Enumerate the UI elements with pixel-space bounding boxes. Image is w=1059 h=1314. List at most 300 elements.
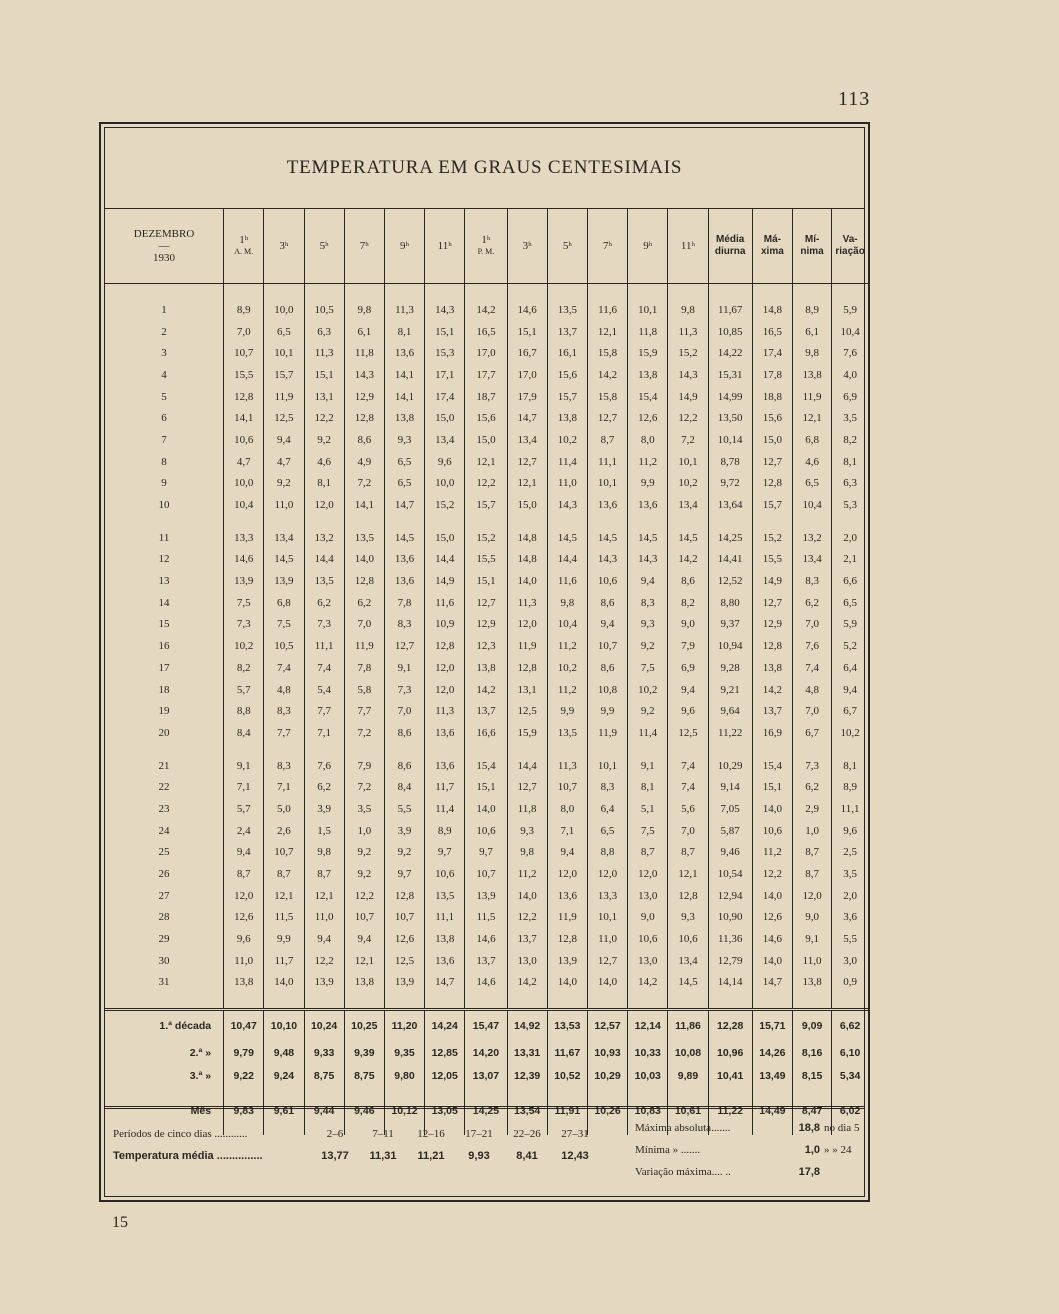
- signature-mark: 15: [112, 1214, 128, 1231]
- cell-value: 10,7: [224, 342, 264, 364]
- cell-value: 5,7: [224, 679, 264, 701]
- cell-value: 9,2: [264, 473, 304, 495]
- cell-value: 13,8: [344, 972, 384, 994]
- cell-value: 4,7: [224, 451, 264, 473]
- row-label: 13: [158, 575, 170, 588]
- cell-value: 11,8: [507, 798, 547, 820]
- cell-value: 5,9: [832, 614, 868, 636]
- cell-value: 10,10: [264, 1010, 304, 1042]
- cell-value: 9,4: [224, 842, 264, 864]
- hour-header: [384, 208, 424, 284]
- cell-value: 12,94: [708, 885, 752, 907]
- cell-value: 11,7: [425, 776, 465, 798]
- cell-value: 8,7: [668, 842, 708, 864]
- cell-value: 9,4: [547, 842, 587, 864]
- row-label: 2: [161, 325, 167, 338]
- cell-value: 11,1: [832, 798, 868, 820]
- cell-value: 14,7: [752, 972, 792, 994]
- table-inner: [104, 127, 865, 1197]
- hour-header: [668, 208, 708, 284]
- spacer-row: [105, 1087, 868, 1099]
- period-range: 22–26: [513, 1128, 541, 1140]
- cell-value: 10,1: [587, 907, 627, 929]
- cell-value: 11,9: [547, 907, 587, 929]
- cell-value: 12,8: [752, 635, 792, 657]
- cell-value: 13,7: [465, 950, 507, 972]
- cell-value: 14,2: [465, 299, 507, 321]
- cell-value: 11,0: [547, 473, 587, 495]
- cell-value: 11,67: [708, 299, 752, 321]
- cell-value: 10,29: [587, 1064, 627, 1087]
- cell-value: 18,8: [752, 386, 792, 408]
- row-label: 17: [158, 661, 170, 674]
- cell-value: 6,4: [587, 798, 627, 820]
- cell-value: 8,7: [628, 842, 668, 864]
- cell-value: 12,0: [425, 657, 465, 679]
- cell-value: 17,7: [465, 364, 507, 386]
- cell-value: 12,7: [384, 635, 424, 657]
- cell-value: 13,6: [587, 494, 627, 516]
- cell-value: 12,5: [384, 950, 424, 972]
- hour-header: [587, 208, 627, 284]
- cell-value: 14,3: [628, 549, 668, 571]
- cell-value: 7,3: [224, 614, 264, 636]
- extremes-block: [635, 1117, 859, 1183]
- cell-value: 12,1: [587, 321, 627, 343]
- cell-value: 13,6: [628, 494, 668, 516]
- cell-value: 9,1: [384, 657, 424, 679]
- cell-value: 6,5: [384, 473, 424, 495]
- cell-value: 9,3: [628, 614, 668, 636]
- extreme-row: [635, 1139, 859, 1161]
- cell-value: 9,2: [304, 429, 344, 451]
- cell-value: 14,1: [384, 386, 424, 408]
- extreme-note: no dia 5: [824, 1122, 860, 1134]
- cell-value: 9,2: [628, 635, 668, 657]
- day-row: [105, 657, 868, 679]
- cell-value: 6,6: [832, 570, 868, 592]
- cell-value: 10,24: [304, 1010, 344, 1042]
- cell-value: 8,1: [832, 755, 868, 777]
- cell-value: 9,22: [224, 1064, 264, 1087]
- row-label: 3: [161, 347, 167, 360]
- spacer-row: [105, 993, 868, 1010]
- cell-value: 11,0: [792, 950, 831, 972]
- cell-value: 15,47: [465, 1010, 507, 1042]
- periods-block: [113, 1123, 599, 1167]
- cell-value: 3,9: [384, 820, 424, 842]
- cell-value: 14,0: [752, 798, 792, 820]
- cell-value: 6,3: [832, 473, 868, 495]
- period-mean: 9,93: [468, 1150, 490, 1162]
- cell-value: 7,4: [668, 755, 708, 777]
- cell-value: 15,4: [628, 386, 668, 408]
- cell-value: 14,0: [507, 885, 547, 907]
- row-label: 14: [158, 596, 170, 609]
- cell-value: 5,3: [832, 494, 868, 516]
- cell-value: 6,1: [344, 321, 384, 343]
- hour-header: [425, 208, 465, 284]
- cell-value: 12,5: [668, 722, 708, 744]
- cell-value: 10,5: [264, 635, 304, 657]
- cell-value: 6,2: [792, 592, 831, 614]
- cell-value: 15,1: [507, 321, 547, 343]
- cell-value: 6,02: [832, 1099, 868, 1123]
- cell-value: 11,67: [547, 1041, 587, 1064]
- cell-value: 14,1: [224, 407, 264, 429]
- cell-value: 13,07: [465, 1064, 507, 1087]
- cell-value: 13,8: [792, 972, 831, 994]
- cell-value: 10,29: [708, 755, 752, 777]
- cell-value: 12,57: [587, 1010, 627, 1042]
- cell-value: 13,9: [224, 570, 264, 592]
- cell-value: 10,7: [587, 635, 627, 657]
- cell-value: 13,1: [507, 679, 547, 701]
- cell-value: 9,4: [304, 928, 344, 950]
- cell-value: 12,8: [224, 386, 264, 408]
- cell-value: 7,5: [628, 657, 668, 679]
- cell-value: 11,22: [708, 1099, 752, 1123]
- cell-value: 12,0: [628, 863, 668, 885]
- cell-value: 8,9: [832, 776, 868, 798]
- cell-value: 9,72: [708, 473, 752, 495]
- cell-value: 4,0: [832, 364, 868, 386]
- cell-value: 2,5: [832, 842, 868, 864]
- cell-value: 13,5: [547, 299, 587, 321]
- cell-value: 7,0: [344, 614, 384, 636]
- cell-value: 15,6: [752, 407, 792, 429]
- cell-value: 12,7: [465, 592, 507, 614]
- cell-value: 5,4: [304, 679, 344, 701]
- cell-value: 8,3: [587, 776, 627, 798]
- cell-value: 13,9: [465, 885, 507, 907]
- cell-value: 10,08: [668, 1041, 708, 1064]
- cell-value: 13,1: [304, 386, 344, 408]
- cell-value: 13,4: [792, 549, 831, 571]
- cell-value: 8,7: [792, 842, 831, 864]
- cell-value: 12,2: [304, 950, 344, 972]
- cell-value: 8,3: [384, 614, 424, 636]
- cell-value: 12,8: [384, 885, 424, 907]
- cell-value: 8,7: [587, 429, 627, 451]
- hour-label: 7ʰ: [603, 239, 613, 252]
- cell-value: 10,2: [668, 473, 708, 495]
- cell-value: 6,8: [264, 592, 304, 614]
- cell-value: 9,3: [668, 907, 708, 929]
- cell-value: 11,36: [708, 928, 752, 950]
- cell-value: 15,71: [752, 1010, 792, 1042]
- row-label: 11: [158, 531, 170, 544]
- cell-value: 9,1: [628, 755, 668, 777]
- cell-value: 8,2: [668, 592, 708, 614]
- period-mean: 11,21: [417, 1150, 445, 1162]
- day-row: [105, 494, 868, 516]
- cell-value: 8,16: [792, 1041, 831, 1064]
- spacer-row: [105, 284, 868, 300]
- cell-value: 9,4: [587, 614, 627, 636]
- cell-value: 13,4: [264, 527, 304, 549]
- cell-value: 12,0: [224, 885, 264, 907]
- period-range: 17–21: [465, 1128, 493, 1140]
- cell-value: 8,2: [832, 429, 868, 451]
- cell-value: 15,4: [752, 755, 792, 777]
- cell-value: 2,0: [832, 527, 868, 549]
- cell-value: 15,9: [507, 722, 547, 744]
- cell-value: 15,2: [425, 494, 465, 516]
- cell-value: 7,6: [792, 635, 831, 657]
- extreme-row: [635, 1117, 859, 1139]
- cell-value: 10,0: [224, 473, 264, 495]
- cell-value: 14,8: [507, 549, 547, 571]
- cell-value: 11,2: [752, 842, 792, 864]
- cell-value: 8,0: [628, 429, 668, 451]
- cell-value: 11,6: [547, 570, 587, 592]
- cell-value: 14,4: [547, 549, 587, 571]
- cell-value: 12,8: [752, 473, 792, 495]
- cell-value: 10,1: [264, 342, 304, 364]
- header-row: [105, 208, 868, 284]
- cell-value: 14,99: [708, 386, 752, 408]
- row-label: 18: [158, 683, 170, 696]
- cell-value: 13,6: [547, 885, 587, 907]
- period-mean: 13,77: [321, 1150, 349, 1162]
- cell-value: 6,8: [792, 429, 831, 451]
- cell-value: 11,6: [425, 592, 465, 614]
- cell-value: 5,0: [264, 798, 304, 820]
- cell-value: 3,0: [832, 950, 868, 972]
- cell-value: 6,1: [792, 321, 831, 343]
- cell-value: 0,9: [832, 972, 868, 994]
- day-row: [105, 592, 868, 614]
- cell-value: 11,0: [304, 907, 344, 929]
- cell-value: 15,0: [507, 494, 547, 516]
- cell-value: 10,12: [384, 1099, 424, 1123]
- cell-value: 9,6: [832, 820, 868, 842]
- cell-value: 10,7: [384, 907, 424, 929]
- cell-value: 9,44: [304, 1099, 344, 1123]
- cell-value: 15,6: [465, 407, 507, 429]
- cell-value: 9,0: [628, 907, 668, 929]
- cell-value: 13,8: [628, 364, 668, 386]
- cell-value: 10,1: [587, 473, 627, 495]
- hour-header: [304, 208, 344, 284]
- cell-value: 7,1: [304, 722, 344, 744]
- day-row: [105, 972, 868, 994]
- decade-row: [105, 1064, 868, 1087]
- cell-value: 12,8: [344, 407, 384, 429]
- hour-label: 11ʰ: [437, 239, 452, 252]
- cell-value: 6,2: [792, 776, 831, 798]
- extreme-label: Variação máxima.... ..: [635, 1166, 731, 1178]
- cell-value: 14,7: [425, 972, 465, 994]
- cell-value: 5,9: [832, 299, 868, 321]
- cell-value: 9,2: [628, 700, 668, 722]
- cell-value: 9,8: [344, 299, 384, 321]
- cell-value: 8,1: [832, 451, 868, 473]
- cell-value: 12,9: [465, 614, 507, 636]
- cell-value: 8,4: [384, 776, 424, 798]
- cell-value: 9,79: [224, 1041, 264, 1064]
- cell-value: 6,5: [264, 321, 304, 343]
- cell-value: 13,4: [507, 429, 547, 451]
- row-label: 10: [158, 499, 170, 512]
- cell-value: 12,0: [304, 494, 344, 516]
- cell-value: 14,0: [587, 972, 627, 994]
- cell-value: 9,9: [264, 928, 304, 950]
- cell-value: 7,5: [628, 820, 668, 842]
- cell-value: 12,7: [752, 592, 792, 614]
- cell-value: 12,0: [547, 863, 587, 885]
- day-row: [105, 299, 868, 321]
- cell-value: 9,3: [507, 820, 547, 842]
- cell-value: 2,9: [792, 798, 831, 820]
- cell-value: 7,1: [224, 776, 264, 798]
- cell-value: 10,26: [587, 1099, 627, 1123]
- period-range: 2–6: [326, 1128, 344, 1140]
- cell-value: 14,3: [587, 549, 627, 571]
- cell-value: 8,9: [224, 299, 264, 321]
- cell-value: 13,7: [752, 700, 792, 722]
- row-label: 5: [161, 390, 167, 403]
- cell-value: 10,90: [708, 907, 752, 929]
- row-label: 29: [158, 933, 170, 946]
- cell-value: 14,5: [668, 972, 708, 994]
- cell-value: 12,85: [425, 1041, 465, 1064]
- row-label: 8: [161, 455, 167, 468]
- cell-value: 3,6: [832, 907, 868, 929]
- cell-value: 13,6: [384, 549, 424, 571]
- cell-value: 13,9: [264, 570, 304, 592]
- cell-value: 6,9: [832, 386, 868, 408]
- cell-value: 14,3: [668, 364, 708, 386]
- cell-value: 11,8: [628, 321, 668, 343]
- hour-header: [507, 208, 547, 284]
- cell-value: 10,6: [224, 429, 264, 451]
- cell-value: 14,9: [752, 570, 792, 592]
- cell-value: 8,4: [224, 722, 264, 744]
- cell-value: 13,7: [465, 700, 507, 722]
- cell-value: 10,4: [832, 321, 868, 343]
- cell-value: 13,6: [384, 342, 424, 364]
- cell-value: 16,6: [465, 722, 507, 744]
- cell-value: 5,8: [344, 679, 384, 701]
- row-label: 1: [161, 303, 167, 316]
- cell-value: 14,41: [708, 549, 752, 571]
- cell-value: 14,2: [628, 972, 668, 994]
- cell-value: 15,2: [668, 342, 708, 364]
- cell-value: 9,2: [344, 863, 384, 885]
- cell-value: 12,1: [507, 473, 547, 495]
- cell-value: 9,7: [465, 842, 507, 864]
- cell-value: 8,6: [587, 592, 627, 614]
- cell-value: 10,96: [708, 1041, 752, 1064]
- cell-value: 15,7: [752, 494, 792, 516]
- cell-value: 13,7: [547, 321, 587, 343]
- cell-value: 10,25: [344, 1010, 384, 1042]
- cell-value: 14,5: [668, 527, 708, 549]
- cell-value: 13,50: [708, 407, 752, 429]
- cell-value: 14,5: [547, 527, 587, 549]
- cell-value: 10,0: [425, 473, 465, 495]
- cell-value: 14,7: [384, 494, 424, 516]
- day-row: [105, 342, 868, 364]
- cell-value: 12,1: [344, 950, 384, 972]
- cell-value: 14,5: [384, 527, 424, 549]
- cell-value: 14,26: [752, 1041, 792, 1064]
- cell-value: 8,6: [384, 755, 424, 777]
- cell-value: 9,1: [224, 755, 264, 777]
- cell-value: 4,6: [304, 451, 344, 473]
- cell-value: 8,75: [304, 1064, 344, 1087]
- cell-value: 9,9: [587, 700, 627, 722]
- cell-value: 10,7: [547, 776, 587, 798]
- cell-value: 14,0: [547, 972, 587, 994]
- cell-value: 15,6: [547, 364, 587, 386]
- cell-value: 12,5: [507, 700, 547, 722]
- cell-value: 14,2: [465, 679, 507, 701]
- meridiem-label: P. M.: [477, 246, 495, 256]
- cell-value: 9,09: [792, 1010, 831, 1042]
- cell-value: 9,4: [628, 570, 668, 592]
- temperature-table: [105, 208, 868, 1135]
- cell-value: 15,1: [425, 321, 465, 343]
- cell-value: 14,4: [425, 549, 465, 571]
- cell-value: 9,21: [708, 679, 752, 701]
- day-row: [105, 907, 868, 929]
- extreme-value: 1,0: [804, 1144, 820, 1156]
- cell-value: 11,9: [264, 386, 304, 408]
- page-number: 113: [838, 88, 871, 110]
- cell-value: 7,2: [344, 722, 384, 744]
- cell-value: 11,9: [587, 722, 627, 744]
- cell-value: 4,8: [792, 679, 831, 701]
- cell-value: 6,2: [344, 592, 384, 614]
- mean-header-line1: Média: [716, 233, 745, 245]
- cell-value: 17,0: [465, 342, 507, 364]
- cell-value: 13,9: [547, 950, 587, 972]
- cell-value: 7,4: [264, 657, 304, 679]
- range-header: [832, 208, 868, 284]
- cell-value: 13,8: [547, 407, 587, 429]
- row-label: 27: [158, 889, 170, 902]
- spacer-row: [105, 516, 868, 527]
- hour-label: 3ʰ: [522, 239, 532, 252]
- extreme-value: 18,8: [798, 1122, 820, 1134]
- hour-label: 11ʰ: [680, 239, 696, 252]
- cell-value: 14,0: [752, 885, 792, 907]
- cell-value: 10,5: [304, 299, 344, 321]
- hour-header: [264, 208, 304, 284]
- cell-value: 12,6: [628, 407, 668, 429]
- cell-value: 8,6: [384, 722, 424, 744]
- spacer-row: [105, 744, 868, 755]
- cell-value: 5,34: [832, 1064, 868, 1087]
- cell-value: 7,5: [264, 614, 304, 636]
- cell-value: 8,7: [304, 863, 344, 885]
- cell-value: 1,0: [344, 820, 384, 842]
- period-mean: 11,31: [369, 1150, 397, 1162]
- min-header: [792, 208, 831, 284]
- day-row: [105, 364, 868, 386]
- cell-value: 9,46: [708, 842, 752, 864]
- cell-value: 12,52: [708, 570, 752, 592]
- cell-value: 12,2: [507, 907, 547, 929]
- cell-value: 4,6: [792, 451, 831, 473]
- cell-value: 12,1: [465, 451, 507, 473]
- cell-value: 11,1: [587, 451, 627, 473]
- cell-value: 7,3: [384, 679, 424, 701]
- cell-value: 11,2: [628, 451, 668, 473]
